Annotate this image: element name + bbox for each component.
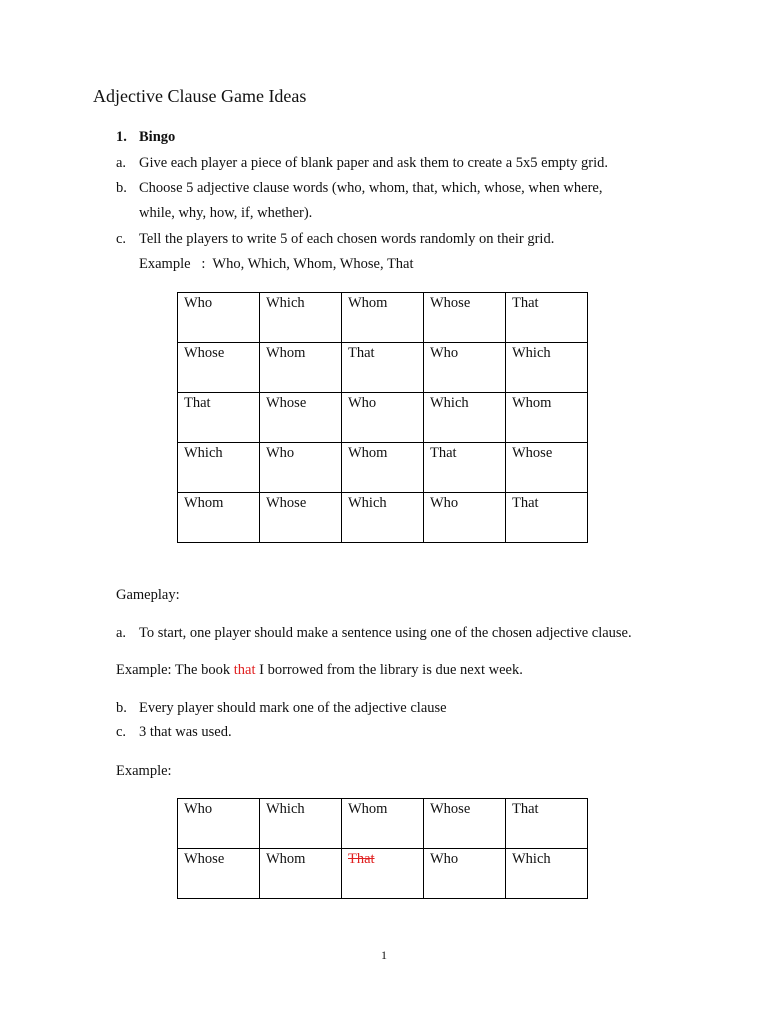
grid-cell: Whose (424, 293, 506, 343)
grid-cell: Who (342, 393, 424, 443)
grid-cell: Whom (260, 849, 342, 899)
page-number: 1 (381, 948, 387, 962)
step-b-marker: b. (116, 180, 127, 196)
grid-cell: That (178, 393, 260, 443)
grid-cell: Whom (260, 343, 342, 393)
gameplay-a-marker: a. (116, 625, 127, 641)
bingo-grid-example (177, 292, 588, 543)
step-b-text: Choose 5 adjective clause words (who, whom, that, which, whose, when where, (139, 180, 603, 196)
section-number: 1. (116, 129, 127, 145)
grid-cell: Which (178, 443, 260, 493)
grid-cell: Which (506, 343, 588, 393)
grid-cell: Whose (260, 493, 342, 543)
grid-cell: Whom (506, 393, 588, 443)
grid-cell: Whose (178, 343, 260, 393)
grid-cell: Which (260, 293, 342, 343)
struck-word: That (348, 851, 375, 867)
step-c-text: Tell the players to write 5 of each chosen words randomly on their grid. (139, 231, 555, 247)
step-b-text-continued: while, why, how, if, whether). (139, 205, 313, 221)
step-a-text: Give each player a piece of blank paper and ask them to create a 5x5 empty grid. (139, 155, 609, 171)
grid-cell: Whose (260, 393, 342, 443)
step-a-marker: a. (116, 155, 127, 171)
grid-cell: Which (342, 493, 424, 543)
grid-row (178, 343, 588, 393)
grid-cell: Who (424, 493, 506, 543)
step-c-marker: c. (116, 231, 127, 247)
gameplay-b-text: Every player should mark one of the adjective clause (139, 700, 447, 716)
grid-cell: That (506, 493, 588, 543)
example-word-list: Example : Who, Which, Whom, Whose, That (139, 256, 414, 272)
example2-heading: Example: (116, 763, 172, 779)
grid-cell: Whom (342, 443, 424, 493)
grid-cell: That (506, 799, 588, 849)
grid-cell: Who (178, 799, 260, 849)
grid-cell: That (424, 443, 506, 493)
gameplay-b-marker: b. (116, 700, 127, 716)
gameplay-c-marker: c. (116, 724, 127, 740)
grid-row (178, 443, 588, 493)
grid-cell: Who (260, 443, 342, 493)
gameplay-c-text: 3 that was used. (139, 724, 232, 740)
grid-cell: Whose (178, 849, 260, 899)
grid-cell: That (506, 293, 588, 343)
document-title: Adjective Clause Game Ideas (93, 86, 307, 106)
grid-cell: Whose (506, 443, 588, 493)
grid-cell: Which (506, 849, 588, 899)
grid-cell: Which (260, 799, 342, 849)
grid-cell: Which (424, 393, 506, 443)
example-sentence (116, 662, 523, 679)
example-sentence-start: Example: The book (116, 662, 234, 678)
grid-cell: Whose (424, 799, 506, 849)
grid-cell: Who (424, 849, 506, 899)
grid-cell-marked (342, 849, 424, 899)
example-sentence-end: I borrowed from the library is due next week. (255, 662, 523, 678)
bingo-grid-marked-example (177, 798, 588, 899)
grid-cell: Whom (342, 799, 424, 849)
grid-row (178, 849, 588, 899)
grid-cell: That (342, 343, 424, 393)
grid-row (178, 493, 588, 543)
gameplay-heading: Gameplay: (116, 587, 180, 603)
grid-row (178, 393, 588, 443)
highlighted-clause-word: that (233, 662, 256, 678)
grid-cell: Who (178, 293, 260, 343)
grid-cell: Whom (342, 293, 424, 343)
grid-cell: Whom (178, 493, 260, 543)
section-heading: Bingo (139, 129, 176, 145)
grid-row (178, 293, 588, 343)
grid-cell: Who (424, 343, 506, 393)
gameplay-a-text: To start, one player should make a sentence using one of the chosen adjective clause. (139, 625, 632, 641)
grid-row (178, 799, 588, 849)
